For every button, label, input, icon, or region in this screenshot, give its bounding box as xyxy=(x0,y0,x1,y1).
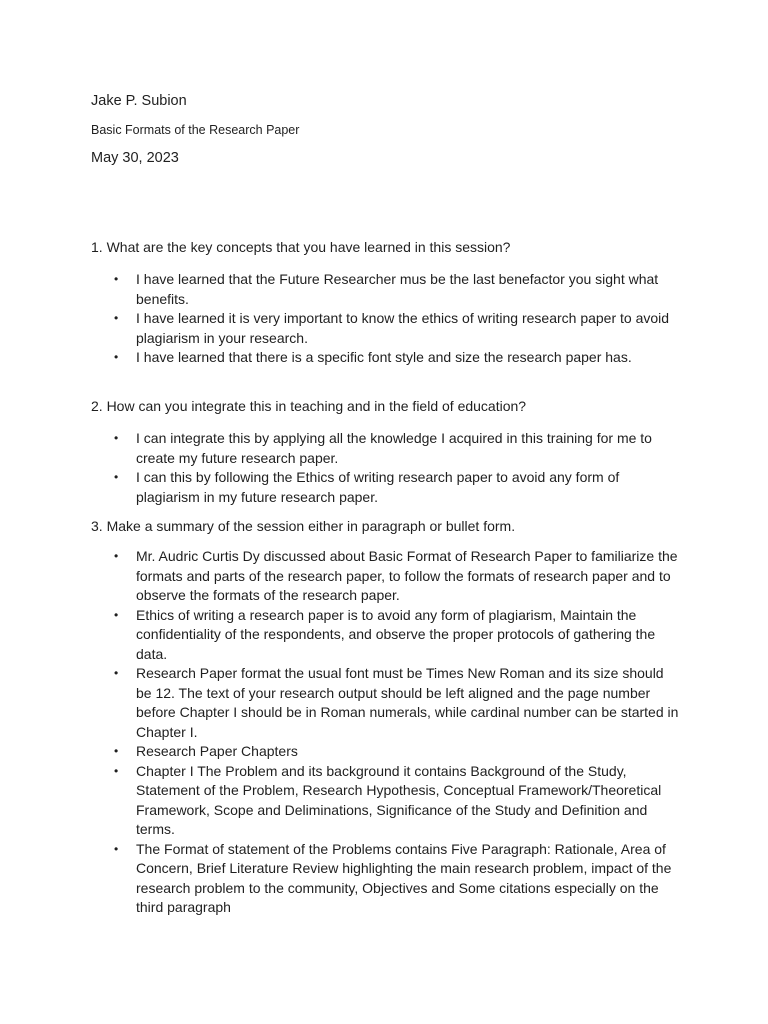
list-item-text: Research Paper format the usual font must be Times New Roman and its size should be 12. The text of your research output should be left aligned and the page number before Chapter I should be in Roman numerals, while cardinal number can be started in Chapter I. xyxy=(136,665,679,740)
list-item xyxy=(0,309,682,348)
list-item xyxy=(0,742,682,762)
bullet-icon: • xyxy=(114,666,119,680)
document-date: May 30, 2023 xyxy=(91,150,179,166)
list-item-text: Research Paper Chapters xyxy=(136,743,298,759)
list-item-text: I have learned it is very important to know the ethics of writing research paper to avoid plagiarism in your research. xyxy=(136,310,670,346)
answer-list-1 xyxy=(0,270,768,368)
answer-list-3 xyxy=(0,547,768,918)
list-item xyxy=(0,762,682,840)
list-item-text: I can integrate this by applying all the knowledge I acquired in this training for me to create my future research paper. xyxy=(136,430,652,466)
list-item-text: I have learned that the Future Researcher mus be the last benefactor you sight what benefits. xyxy=(136,271,659,307)
bullet-icon: • xyxy=(114,311,119,325)
question-1: 1. What are the key concepts that you have learned in this session? xyxy=(91,239,511,255)
question-3: 3. Make a summary of the session either in paragraph or bullet form. xyxy=(91,518,516,534)
list-item xyxy=(0,429,682,468)
list-item xyxy=(0,664,682,742)
list-item xyxy=(0,270,682,309)
question-2: 2. How can you integrate this in teaching and in the field of education? xyxy=(91,398,527,414)
list-item xyxy=(0,840,682,918)
document-subtitle: Basic Formats of the Research Paper xyxy=(91,123,300,137)
bullet-icon: • xyxy=(114,272,119,286)
list-item-text: Mr. Audric Curtis Dy discussed about Basic Format of Research Paper to familiarize the formats and parts of the research paper, to follow the formats of research paper and to observe the formats of the research paper. xyxy=(136,548,678,603)
bullet-icon: • xyxy=(114,431,119,445)
author-name: Jake P. Subion xyxy=(91,93,187,109)
list-item xyxy=(0,547,682,606)
bullet-icon: • xyxy=(114,549,119,563)
list-item-text: I can this by following the Ethics of writing research paper to avoid any form of plagiarism in my future research paper. xyxy=(136,469,620,505)
bullet-icon: • xyxy=(114,607,119,622)
bullet-icon: • xyxy=(114,763,119,778)
bullet-icon: • xyxy=(114,744,119,758)
list-item xyxy=(0,468,682,507)
list-item-text: I have learned that there is a specific font style and size the research paper has. xyxy=(136,349,632,365)
list-item-text: Ethics of writing a research paper is to avoid any form of plagiarism, Maintain the confidentiality of the respondents, and observe the proper protocols of gathering the data. xyxy=(136,606,656,662)
list-item-text: Chapter I The Problem and its background it contains Background of the Study, Statement of the Problem, Research Hypothesis, Conceptual Framework/Theoretical Framework, Scope and Deliminations, Significance of the Study and Definition and terms. xyxy=(136,762,662,837)
bullet-icon: • xyxy=(114,470,119,484)
list-item xyxy=(0,606,682,665)
list-item-text: The Format of statement of the Problems contains Five Paragraph: Rationale, Area of Concern, Brief Literature Review highlighting the main research problem, impact of the research problem to the community, Objectives and Some citations especially on the third paragraph xyxy=(136,840,672,915)
bullet-icon: • xyxy=(114,841,119,856)
bullet-icon: • xyxy=(114,350,119,364)
answer-list-2 xyxy=(0,429,768,507)
list-item xyxy=(0,348,682,368)
